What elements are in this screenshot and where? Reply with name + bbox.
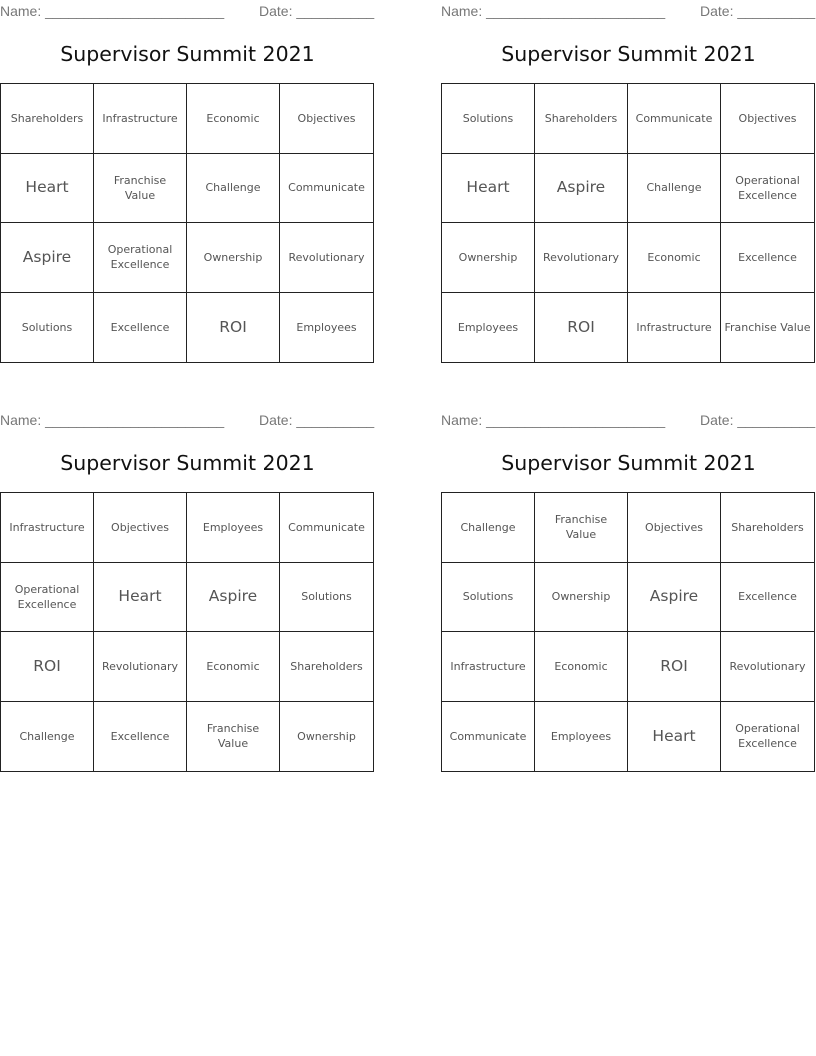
bingo-cell: ROI (187, 293, 280, 363)
bingo-cell: Challenge (187, 154, 280, 224)
bingo-cell: Employees (442, 293, 535, 363)
card-title: Supervisor Summit 2021 (60, 42, 315, 66)
bingo-cell: Shareholders (280, 632, 373, 702)
bingo-cell: Franchise Value (94, 154, 187, 224)
date-field[interactable]: Date: __________ (259, 412, 375, 428)
bingo-cell: Heart (94, 563, 187, 633)
bingo-cell: Economic (535, 632, 628, 702)
bingo-cell: Excellence (94, 702, 187, 772)
bingo-cell: Heart (442, 154, 535, 224)
bingo-cell: Communicate (628, 84, 721, 154)
bingo-cell: Economic (187, 632, 280, 702)
bingo-cell: Economic (628, 223, 721, 293)
name-field[interactable]: Name: _______________________ (441, 3, 666, 19)
bingo-grid (441, 492, 815, 772)
bingo-cell: Revolutionary (535, 223, 628, 293)
bingo-cell: Aspire (535, 154, 628, 224)
bingo-cell: Objectives (721, 84, 814, 154)
bingo-cell: ROI (535, 293, 628, 363)
bingo-cell: Communicate (442, 702, 535, 772)
bingo-cell: Employees (296, 320, 357, 334)
bingo-card (441, 409, 816, 751)
bingo-grid (441, 83, 815, 363)
bingo-cell: Economic (187, 84, 280, 154)
bingo-cell: Franchise Value (535, 493, 628, 563)
bingo-card (441, 0, 816, 336)
bingo-cell: Revolutionary (721, 632, 814, 702)
date-field[interactable]: Date: __________ (700, 412, 816, 428)
name-field[interactable]: Name: _______________________ (441, 412, 666, 428)
bingo-cell: Shareholders (1, 84, 94, 154)
bingo-cell: Employees (535, 702, 628, 772)
bingo-cell: Infrastructure (628, 293, 721, 363)
card-header (0, 0, 375, 22)
bingo-cell: Heart (1, 154, 94, 224)
name-field[interactable]: Name: _______________________ (0, 412, 225, 428)
date-field[interactable]: Date: __________ (700, 3, 816, 19)
bingo-cell: Solutions (1, 293, 94, 363)
bingo-cell: Infrastructure (94, 84, 187, 154)
bingo-cell: Operational Excellence (735, 722, 800, 751)
bingo-cell: Solutions (280, 563, 373, 633)
bingo-cell: Ownership (297, 729, 356, 743)
bingo-cell: Heart (628, 702, 721, 772)
bingo-cell: Revolutionary (94, 632, 187, 702)
bingo-cell: Franchise Value (724, 320, 811, 334)
bingo-card (0, 409, 375, 751)
bingo-cell: Aspire (187, 563, 280, 633)
bingo-cell: Infrastructure (1, 493, 94, 563)
bingo-cell: Objectives (94, 493, 187, 563)
bingo-cell: Infrastructure (442, 632, 535, 702)
card-title: Supervisor Summit 2021 (501, 42, 756, 66)
bingo-cell: Solutions (442, 563, 535, 633)
bingo-cell: Ownership (535, 563, 628, 633)
bingo-grid (0, 492, 374, 772)
bingo-cell: Shareholders (721, 493, 814, 563)
bingo-cell: Solutions (442, 84, 535, 154)
bingo-cell: Revolutionary (280, 223, 373, 293)
bingo-cell: Employees (187, 493, 280, 563)
bingo-cell: ROI (1, 632, 94, 702)
bingo-cell: Excellence (721, 223, 814, 293)
bingo-cell: Operational Excellence (1, 563, 94, 633)
date-field[interactable]: Date: __________ (259, 3, 375, 19)
card-header (441, 409, 816, 431)
bingo-grid (0, 83, 374, 363)
bingo-cell: ROI (628, 632, 721, 702)
bingo-cell: Shareholders (535, 84, 628, 154)
bingo-cell: Communicate (280, 493, 373, 563)
bingo-cell: Ownership (442, 223, 535, 293)
bingo-cell: Objectives (280, 84, 373, 154)
card-title: Supervisor Summit 2021 (60, 451, 315, 475)
bingo-cell: Challenge (1, 702, 94, 772)
bingo-cell: Operational Excellence (94, 223, 187, 293)
bingo-cell: Challenge (628, 154, 721, 224)
bingo-cell: Aspire (628, 563, 721, 633)
bingo-cell: Ownership (187, 223, 280, 293)
card-title: Supervisor Summit 2021 (501, 451, 756, 475)
bingo-cell: Communicate (280, 154, 373, 224)
bingo-cell: Operational Excellence (721, 154, 814, 224)
bingo-cell: Franchise Value (187, 702, 280, 772)
bingo-cell: Objectives (628, 493, 721, 563)
bingo-cell: Aspire (1, 223, 94, 293)
card-header (0, 409, 375, 431)
bingo-card (0, 0, 375, 336)
card-header (441, 0, 816, 22)
bingo-cell: Excellence (721, 563, 814, 633)
bingo-cell: Challenge (442, 493, 535, 563)
name-field[interactable]: Name: _______________________ (0, 3, 225, 19)
bingo-cell: Excellence (94, 293, 187, 363)
